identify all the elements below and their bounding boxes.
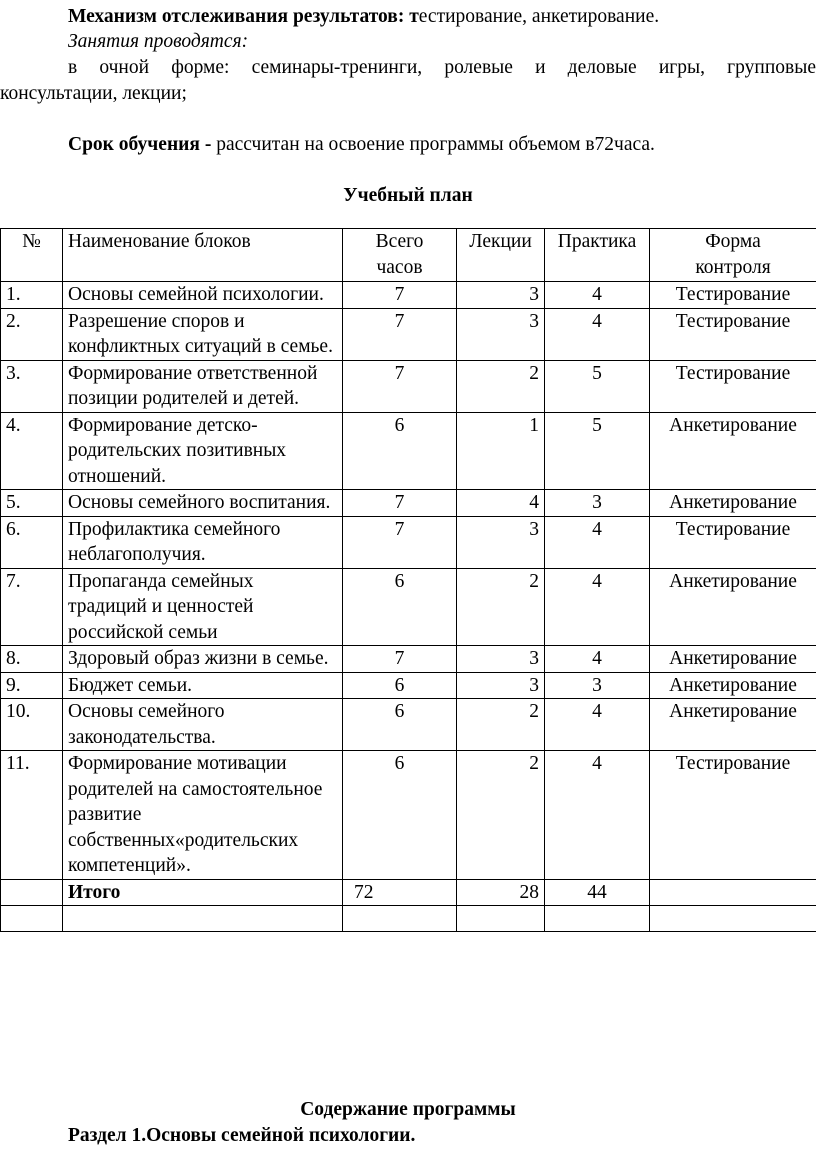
cell-lectures: 3: [457, 282, 545, 309]
cell-lectures: 2: [457, 751, 545, 880]
cell-name: Основы семейного законодательства.: [63, 699, 343, 751]
section-title: Раздел 1.Основы семейной психологии.: [68, 1125, 416, 1146]
cell-name: Профилактика семейного неблагополучия.: [63, 516, 343, 568]
cell-lectures: 4: [457, 490, 545, 517]
cell-form: Анкетирование: [650, 646, 816, 673]
cell-form: Анкетирование: [650, 568, 816, 646]
table-row: [1, 490, 816, 517]
cell-lectures: 3: [457, 516, 545, 568]
cell-num: 11.: [1, 751, 63, 880]
cell-num: 10.: [1, 699, 63, 751]
header-total: Всего часов: [343, 229, 457, 282]
cell-form: Тестирование: [650, 516, 816, 568]
cell-practice: 4: [545, 282, 650, 309]
cell-form: Тестирование: [650, 282, 816, 309]
cell-practice: 4: [545, 699, 650, 751]
cell-practice: 4: [545, 646, 650, 673]
cell-form: Тестирование: [650, 308, 816, 360]
total-row: [1, 879, 816, 906]
total-label: Итого: [63, 879, 343, 906]
cell-practice: 3: [545, 490, 650, 517]
cell-total: 7: [343, 360, 457, 412]
cell-form: Тестирование: [650, 360, 816, 412]
cell-num: 4.: [1, 412, 63, 490]
table-row: [1, 646, 816, 673]
cell-num: 8.: [1, 646, 63, 673]
cell-total: 7: [343, 490, 457, 517]
cell-num: 1.: [1, 282, 63, 309]
cell-name: Бюджет семьи.: [63, 672, 343, 699]
cell-name: Основы семейной психологии.: [63, 282, 343, 309]
cell-total: 7: [343, 516, 457, 568]
training-term: [68, 132, 655, 157]
curriculum-table: [0, 228, 816, 932]
cell-name: Формирование мотивации родителей на самостоятельное развитие собственных«родительских компетенций».: [63, 751, 343, 880]
table-row: [1, 308, 816, 360]
cell-practice: 5: [545, 360, 650, 412]
tracking-value: естирование, анкетирование.: [418, 6, 660, 27]
header-practice: Практика: [545, 229, 650, 282]
cell-lectures: 2: [457, 699, 545, 751]
cell-lectures: 3: [457, 646, 545, 673]
table-row: [1, 699, 816, 751]
classes-forms-line-2: консультации, лекции;: [0, 83, 187, 104]
classes-forms-line: в очной форме: семинары-тренинги, ролевые и деловые игры, групповые: [68, 57, 816, 78]
cell-practice: 3: [545, 672, 650, 699]
cell-total: 6: [343, 699, 457, 751]
empty-row: [1, 906, 816, 932]
cell-name: Основы семейного воспитания.: [63, 490, 343, 517]
table-header-row: [1, 229, 816, 282]
empty-cell: [1, 906, 63, 932]
total-empty-cell: [1, 879, 63, 906]
empty-cell: [650, 906, 816, 932]
header-form: Форма контроля: [650, 229, 816, 282]
cell-num: 6.: [1, 516, 63, 568]
total-empty-cell: [650, 879, 816, 906]
cell-name: Здоровый образ жизни в семье.: [63, 646, 343, 673]
table-row: [1, 751, 816, 880]
empty-cell: [545, 906, 650, 932]
empty-cell: [343, 906, 457, 932]
table-row: [1, 672, 816, 699]
term-label: Срок обучения -: [68, 134, 217, 155]
cell-num: 7.: [1, 568, 63, 646]
cell-practice: 5: [545, 412, 650, 490]
plan-title: Учебный план: [343, 185, 473, 206]
classes-held-label: Занятия проводятся:: [68, 31, 249, 52]
cell-num: 9.: [1, 672, 63, 699]
cell-lectures: 3: [457, 308, 545, 360]
cell-total: 6: [343, 672, 457, 699]
cell-lectures: 3: [457, 672, 545, 699]
cell-practice: 4: [545, 751, 650, 880]
cell-num: 3.: [1, 360, 63, 412]
cell-form: Тестирование: [650, 751, 816, 880]
cell-lectures: 2: [457, 360, 545, 412]
total-total: 72: [343, 879, 457, 906]
cell-num: 5.: [1, 490, 63, 517]
table-row: [1, 568, 816, 646]
cell-practice: 4: [545, 568, 650, 646]
tracking-label: Механизм отслеживания результатов: т: [68, 6, 419, 27]
cell-form: Анкетирование: [650, 672, 816, 699]
cell-total: 6: [343, 751, 457, 880]
cell-form: Анкетирование: [650, 699, 816, 751]
empty-cell: [63, 906, 343, 932]
cell-num: 2.: [1, 308, 63, 360]
empty-cell: [457, 906, 545, 932]
cell-form: Анкетирование: [650, 490, 816, 517]
cell-total: 7: [343, 308, 457, 360]
cell-total: 6: [343, 412, 457, 490]
table-row: [1, 360, 816, 412]
cell-practice: 4: [545, 308, 650, 360]
term-value: рассчитан на освоение программы объемом в72часа.: [216, 134, 655, 155]
cell-lectures: 1: [457, 412, 545, 490]
content-title: Содержание программы: [300, 1099, 516, 1120]
cell-total: 7: [343, 282, 457, 309]
cell-name: Формирование ответственной позиции родителей и детей.: [63, 360, 343, 412]
cell-name: Пропаганда семейных традиций и ценностей российской семьи: [63, 568, 343, 646]
table-row: [1, 412, 816, 490]
cell-lectures: 2: [457, 568, 545, 646]
header-name: Наименование блоков: [63, 229, 343, 282]
total-practice: 44: [545, 879, 650, 906]
cell-name: Формирование детско-родительских позитивных отношений.: [63, 412, 343, 490]
cell-name: Разрешение споров и конфликтных ситуаций в семье.: [63, 308, 343, 360]
total-lectures: 28: [457, 879, 545, 906]
cell-practice: 4: [545, 516, 650, 568]
header-num: №: [1, 229, 63, 282]
intro-line-1: [68, 4, 659, 29]
cell-total: 7: [343, 646, 457, 673]
cell-form: Анкетирование: [650, 412, 816, 490]
header-lectures: Лекции: [457, 229, 545, 282]
table-row: [1, 516, 816, 568]
table-row: [1, 282, 816, 309]
cell-total: 6: [343, 568, 457, 646]
